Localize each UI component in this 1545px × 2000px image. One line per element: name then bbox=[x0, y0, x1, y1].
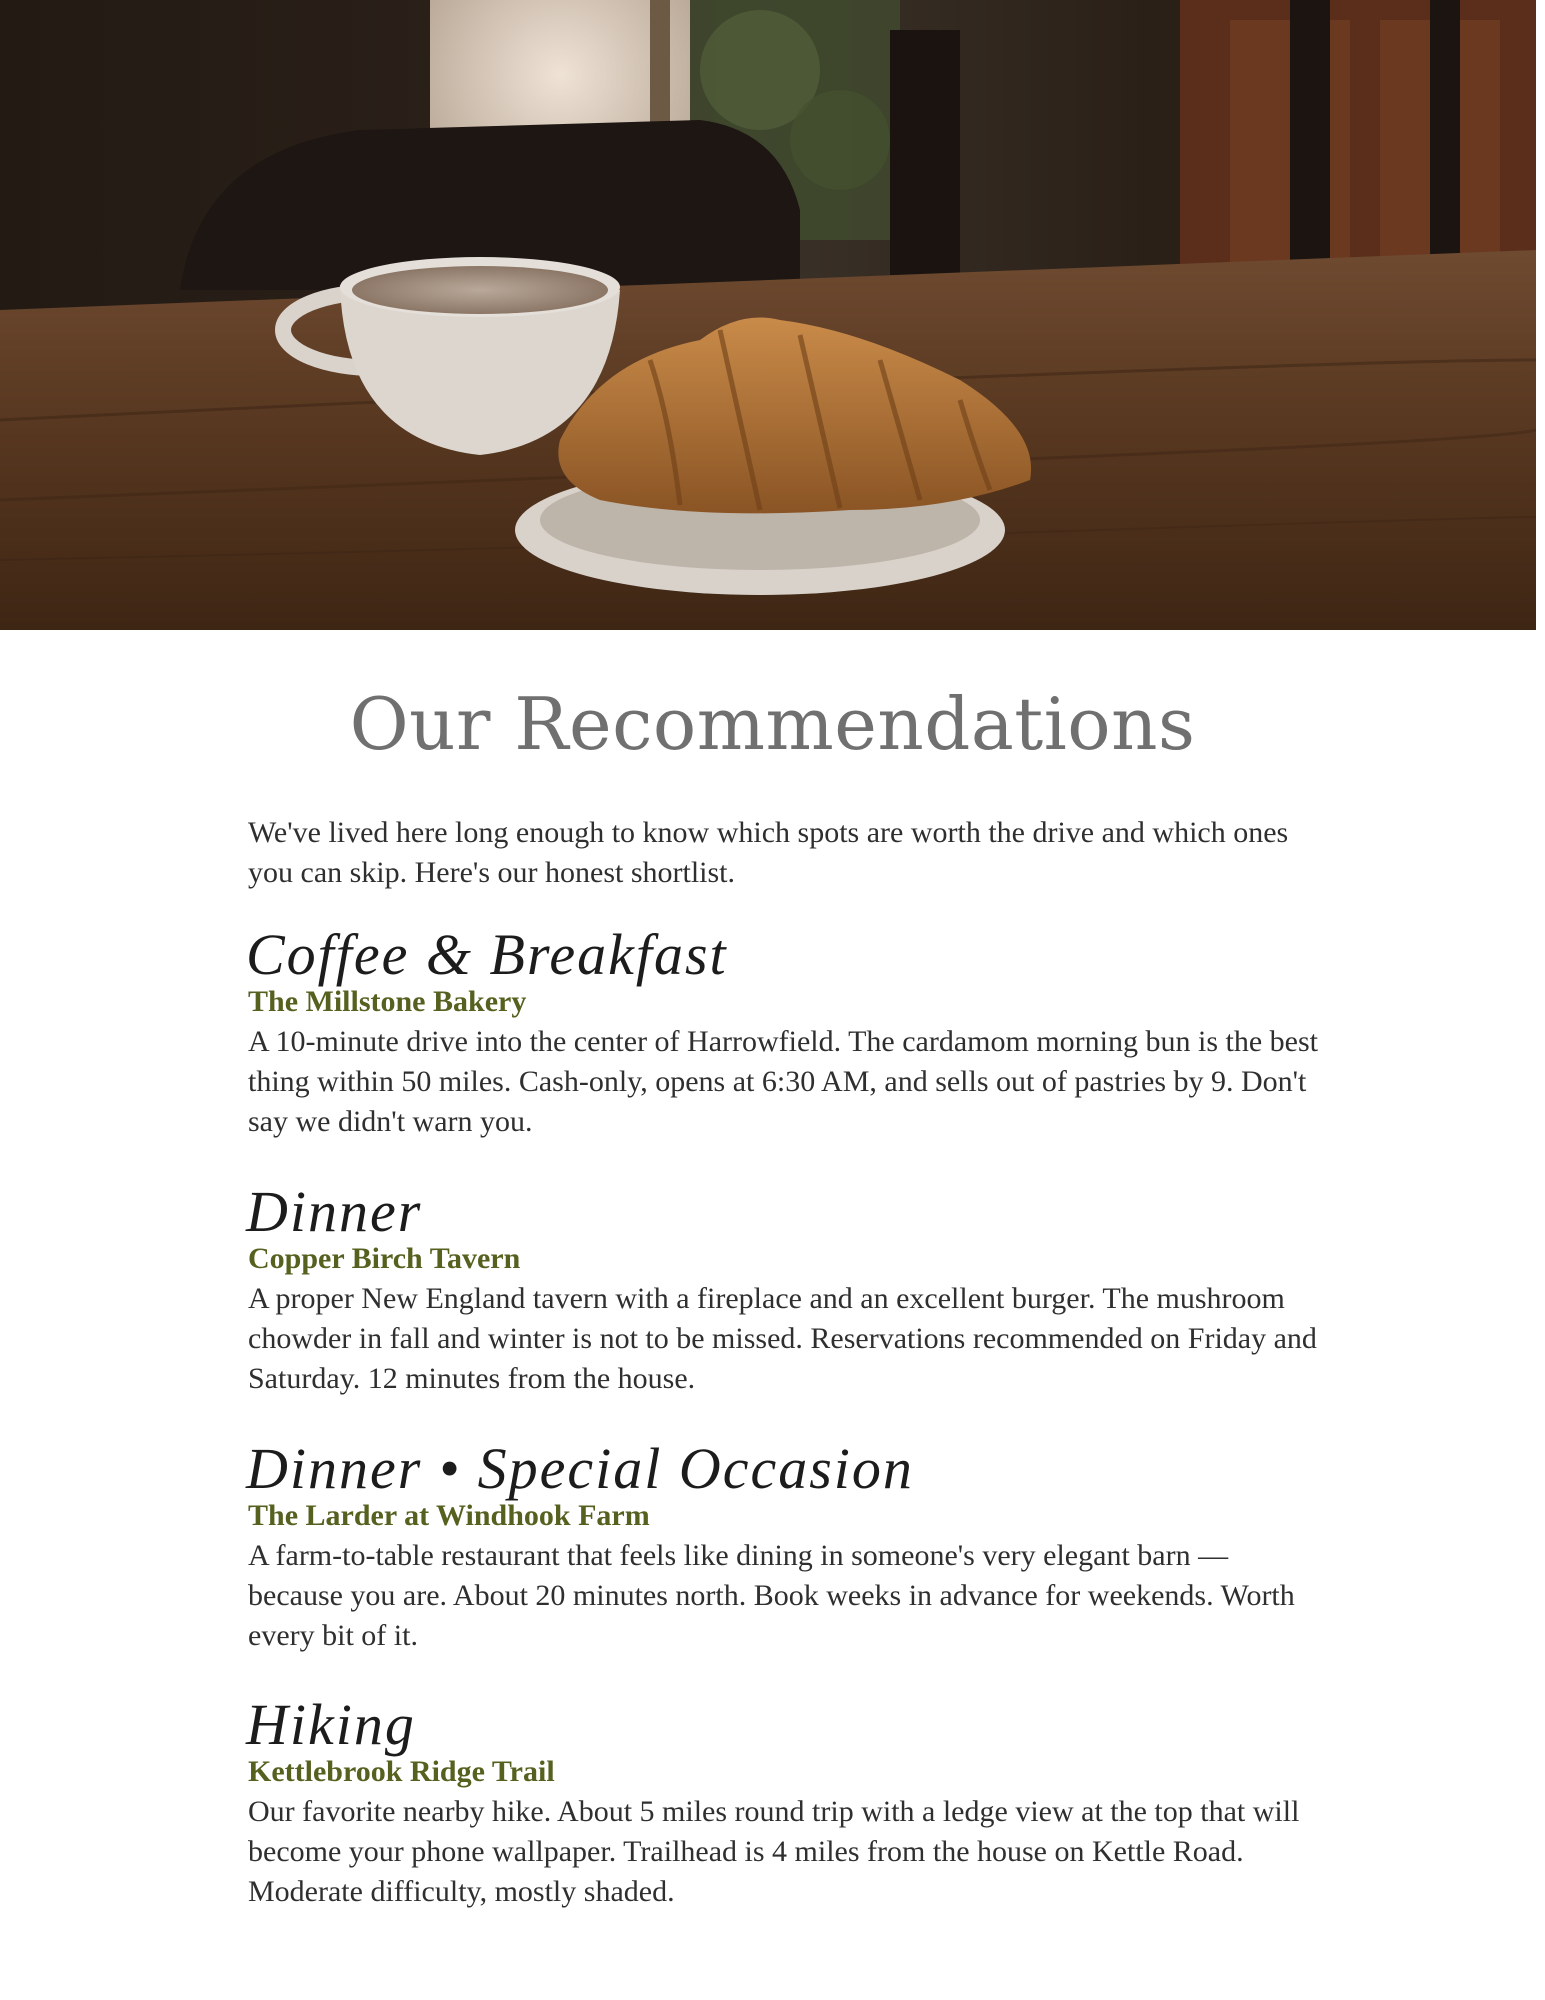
place-description: Our favorite nearby hike. About 5 miles round trip with a ledge view at the top that will become your phone wallpaper. Trailhead is 4 miles from the house on Kettle Road. Moderate difficulty, mostly shaded. bbox=[248, 1795, 1300, 1908]
recommendation-coffee-breakfast bbox=[246, 922, 1338, 1142]
category-heading: Dinner • Special Occasion bbox=[246, 1436, 914, 1501]
category-heading: Coffee & Breakfast bbox=[246, 922, 728, 987]
place-name: Copper Birch Tavern bbox=[248, 1242, 521, 1275]
place-description: A farm-to-table restaurant that feels like dining in someone's very elegant barn — because you are. About 20 minutes north. Book weeks in advance for weekends. Worth every bit of it. bbox=[248, 1539, 1295, 1652]
recommendation-hiking bbox=[246, 1692, 1338, 1912]
category-heading: Hiking bbox=[246, 1692, 416, 1757]
place-description: A proper New England tavern with a fireplace and an excellent burger. The mushroom chowder in fall and winter is not to be missed. Reservations recommended on Friday and Saturday. 12 minutes from the house. bbox=[248, 1282, 1317, 1395]
place-name: Kettlebrook Ridge Trail bbox=[248, 1755, 555, 1788]
hero-photo bbox=[0, 0, 1536, 630]
recommendation-dinner bbox=[246, 1179, 1338, 1399]
place-name: The Larder at Windhook Farm bbox=[248, 1499, 650, 1532]
category-heading: Dinner bbox=[246, 1179, 423, 1244]
intro-paragraph: We've lived here long enough to know which spots are worth the drive and which ones you can skip. Here's our honest shortlist. bbox=[248, 816, 1289, 889]
recommendation-special-occasion bbox=[246, 1436, 1338, 1656]
place-name: The Millstone Bakery bbox=[248, 985, 527, 1018]
page-title: Our Recommendations bbox=[349, 682, 1196, 766]
place-description: A 10-minute drive into the center of Harrowfield. The cardamom morning bun is the best thing within 50 miles. Cash-only, opens at 6:30 AM, and sells out of pastries by 9. Don't say we didn't warn you. bbox=[248, 1025, 1318, 1138]
